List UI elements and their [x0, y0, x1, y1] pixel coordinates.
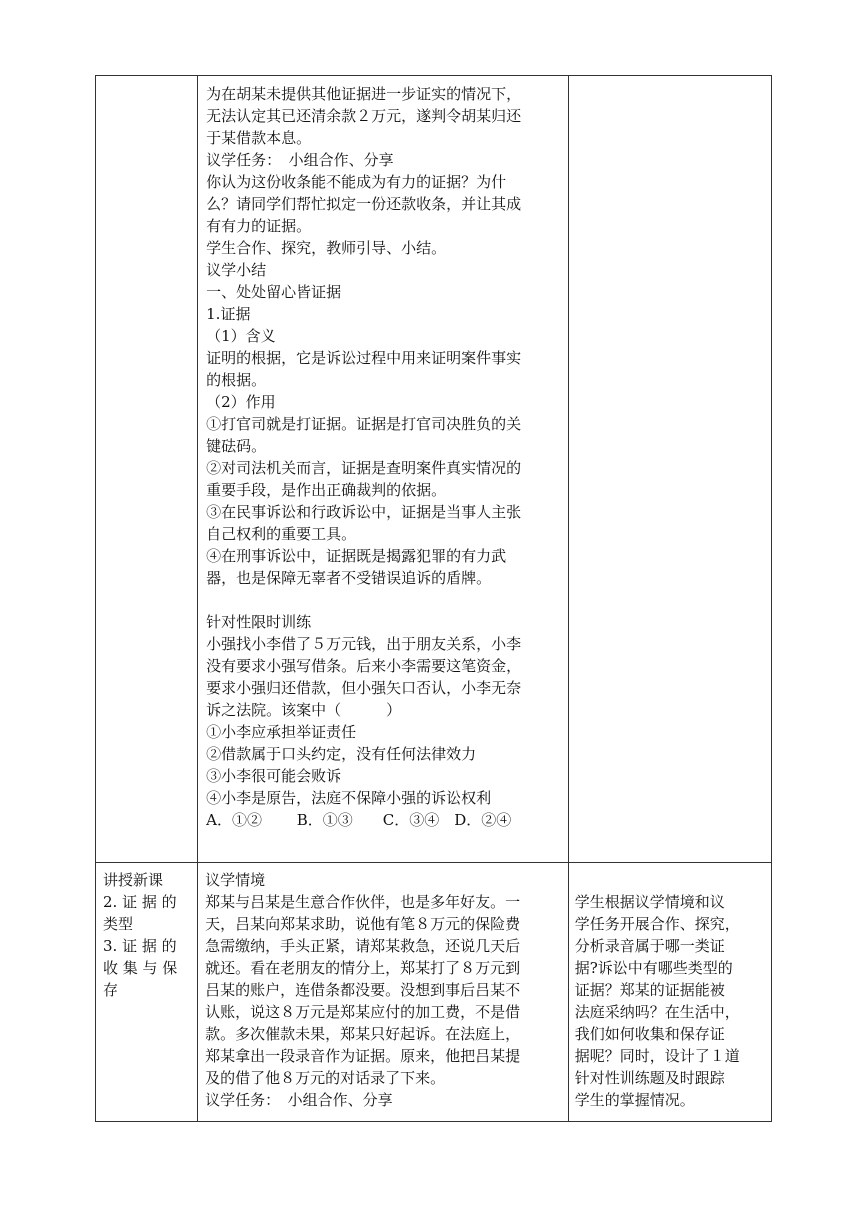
text-line: 键砝码。 — [206, 437, 267, 455]
heading-line: 议学情境 — [205, 871, 266, 889]
section-label: 3. 证 据 的 — [103, 937, 177, 955]
content-column-cell — [198, 76, 569, 863]
text-line: 么？请同学们帮忙拟定一份还款收条，并让其成 — [206, 195, 522, 213]
notes-line: 据?诉讼中有哪些类型的 — [574, 959, 733, 977]
blank-line — [575, 869, 767, 891]
notes-line: 学任务开展合作、探究， — [574, 915, 740, 933]
notes-line: 据呢？同时，设计了１道 — [574, 1047, 740, 1065]
table-row — [96, 863, 772, 1122]
notes-line: 法庭采纳吗？在生活中， — [574, 1003, 740, 1021]
text-line: 议学任务： 小组合作、分享 — [205, 1091, 393, 1109]
text-line: 小强找小李借了５万元钱，出于朋友关系，小李 — [206, 635, 522, 653]
text-line: 器，也是保障无辜者不受错误追诉的盾牌。 — [206, 569, 492, 587]
blank-line — [206, 589, 564, 611]
text-line: 认账，说这８万元是郑某应付的加工费，不是借 — [205, 1003, 521, 1021]
text-line: ③在民事诉讼和行政诉讼中，证据是当事人主张 — [206, 503, 522, 521]
content-text — [198, 863, 568, 1111]
content-column-cell — [198, 863, 569, 1122]
text-line: 款。多次催款未果，郑某只好起诉。在法庭上， — [205, 1025, 521, 1043]
option-line: ④小李是原告，法庭不保障小强的诉讼权利 — [206, 789, 492, 807]
option-line: ③小李很可能会败诉 — [206, 767, 342, 785]
text-line: 没有要求小强写借条。后来小李需要这笔资金， — [206, 657, 522, 675]
section-text — [96, 863, 197, 1001]
content-text — [198, 76, 568, 831]
text-line: 郑某拿出一段录音作为证据。原来，他把吕某提 — [205, 1047, 521, 1065]
section-label: 讲授新课 — [103, 871, 164, 889]
text-line: ①打官司就是打证据。证据是打官司决胜负的关 — [206, 415, 522, 433]
heading-line: 一、处处留心皆证据 — [206, 283, 342, 301]
text-line: 及的借了他８万元的对话录了下来。 — [205, 1069, 446, 1087]
text-line: 急需缴纳，手头正紧，请郑某救急，还说几天后 — [205, 937, 521, 955]
answer-choices-line: A．①② B．①③ C．③④ D．②④ — [206, 811, 512, 829]
section-label: 2. 证 据 的 — [103, 893, 177, 911]
table-row — [96, 76, 772, 863]
text-line: 为在胡某未提供其他证据进一步证实的情况下， — [206, 85, 522, 103]
option-line: ①小李应承担举证责任 — [206, 723, 357, 741]
text-line: 于某借款本息。 — [206, 129, 312, 147]
notes-column-cell — [568, 76, 771, 863]
heading-line: 议学小结 — [206, 261, 267, 279]
section-column-cell — [96, 863, 198, 1122]
text-line: 议学任务： 小组合作、分享 — [206, 151, 394, 169]
notes-line: 分析录音属于哪一类证 — [574, 937, 725, 955]
section-label: 类型 — [103, 915, 134, 933]
text-line: （1）含义 — [206, 327, 276, 345]
section-label: 收 集 与 保 — [103, 959, 178, 977]
section-label: 存 — [103, 981, 119, 999]
text-line: 重要手段，是作出正确裁判的依据。 — [206, 481, 447, 499]
notes-text — [569, 863, 771, 1111]
notes-line: 学生根据议学情境和议 — [574, 893, 725, 911]
text-line: 郑某与吕某是生意合作伙伴，也是多年好友。一 — [205, 893, 521, 911]
notes-line: 证据？郑某的证据能被 — [574, 981, 725, 999]
text-line: 的根据。 — [206, 371, 267, 389]
notes-column-cell — [568, 863, 771, 1122]
heading-line: 针对性限时训练 — [206, 613, 312, 631]
text-line: （2）作用 — [206, 393, 276, 411]
text-line: 你认为这份收条能不能成为有力的证据？为什 — [206, 173, 507, 191]
notes-line: 针对性训练题及时跟踪 — [574, 1069, 725, 1087]
notes-line: 我们如何收集和保存证 — [574, 1025, 725, 1043]
text-line: 无法认定其已还清余款２万元，遂判令胡某归还 — [206, 107, 522, 125]
text-line: 有有力的证据。 — [206, 217, 312, 235]
text-line: 诉之法院。该案中（ ） — [206, 701, 402, 719]
text-line: 就还。看在老朋友的情分上，郑某打了８万元到 — [205, 959, 521, 977]
text-line: 吕某的账户，连借条都没要。没想到事后吕某不 — [205, 981, 521, 999]
lesson-plan-table — [95, 75, 772, 1122]
text-line: 学生合作、探究，教师引导、小结。 — [206, 239, 447, 257]
text-line: 自己权利的重要工具。 — [206, 525, 357, 543]
option-line: ②借款属于口头约定，没有任何法律效力 — [206, 745, 477, 763]
text-line: ④在刑事诉讼中，证据既是揭露犯罪的有力武 — [206, 547, 507, 565]
section-column-cell — [96, 76, 198, 863]
text-line: 要求小强归还借款，但小强矢口否认，小李无奈 — [206, 679, 522, 697]
notes-line: 学生的掌握情况。 — [574, 1091, 695, 1109]
text-line: 天，吕某向郑某求助，说他有笔８万元的保险费 — [205, 915, 521, 933]
text-line: 证明的根据，它是诉讼过程中用来证明案件事实 — [206, 349, 522, 367]
text-line: 1.证据 — [206, 305, 251, 323]
text-line: ②对司法机关而言，证据是查明案件真实情况的 — [206, 459, 522, 477]
